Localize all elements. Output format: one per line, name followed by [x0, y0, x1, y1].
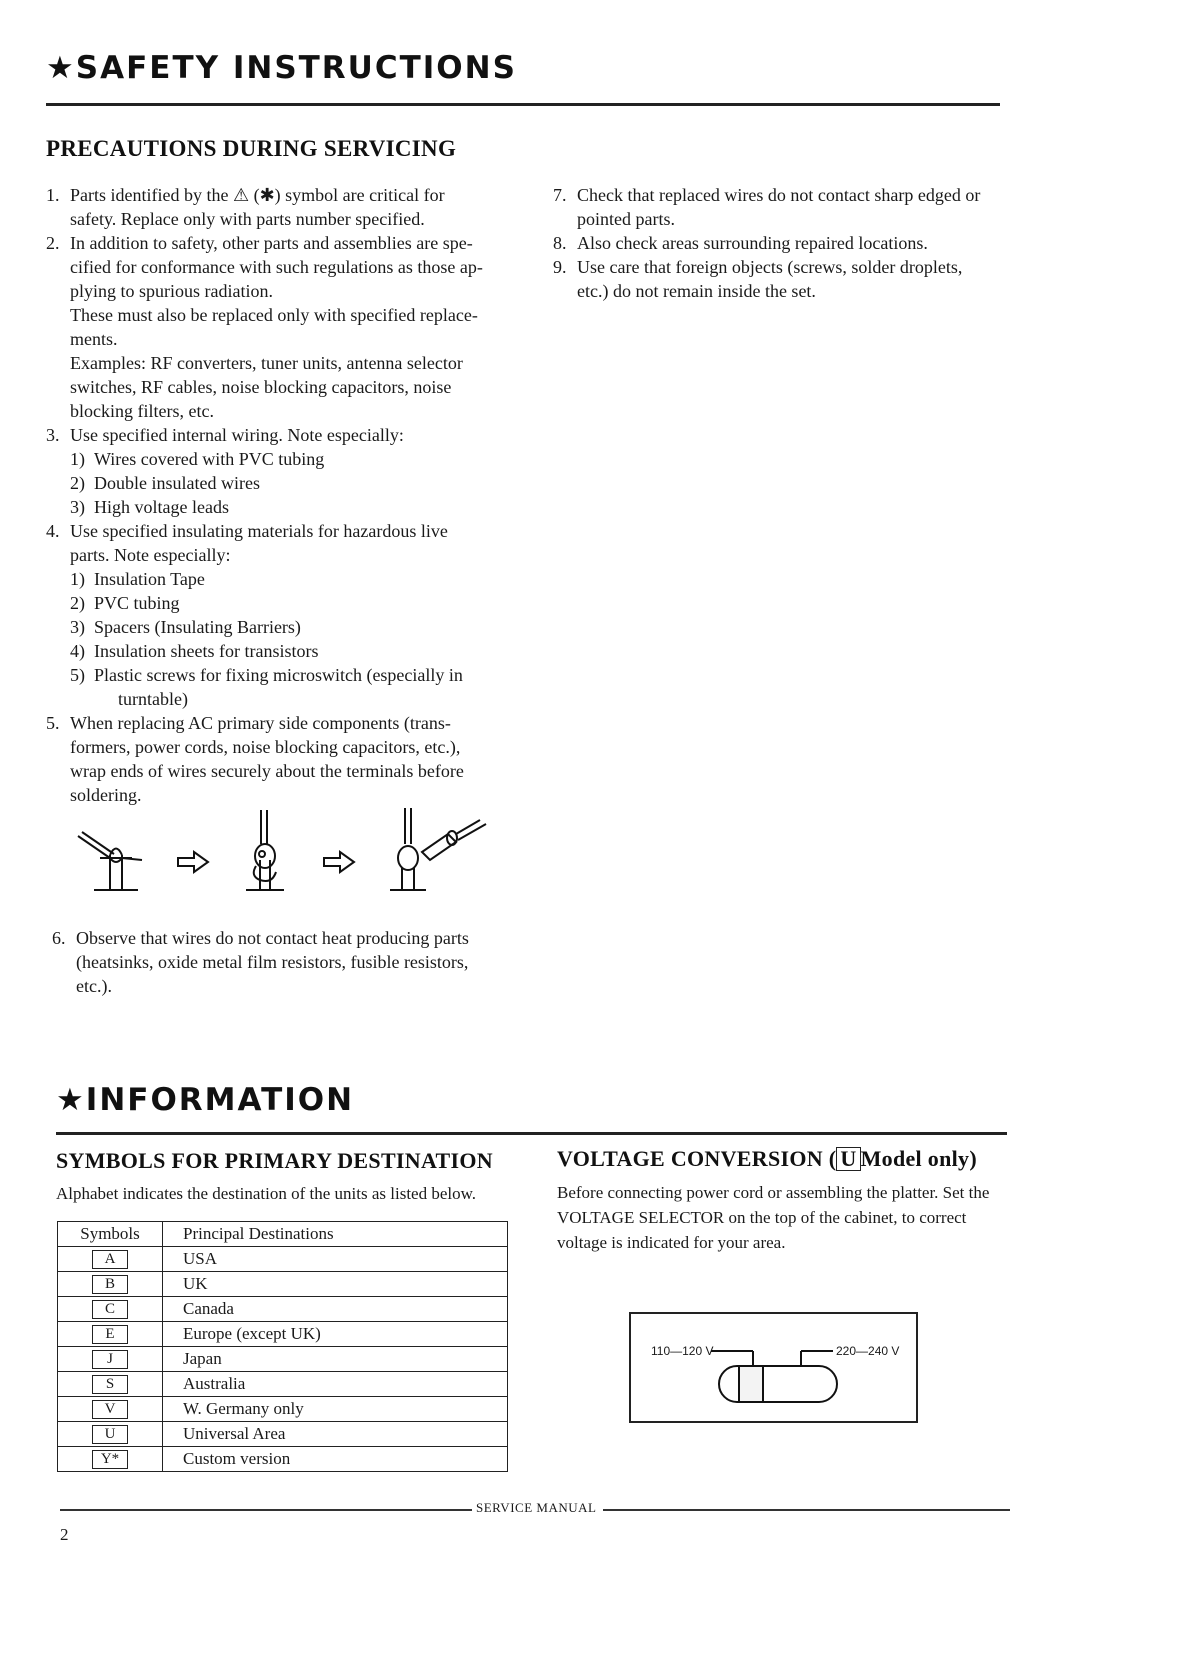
item-line: Also check areas surrounding repaired locations. — [577, 233, 928, 253]
destination-name: Canada — [163, 1297, 508, 1322]
item-line: When replacing AC primary side components (trans- — [70, 713, 451, 733]
sub-line: Wires covered with PVC tubing — [94, 449, 325, 469]
destination-symbol: E — [92, 1325, 128, 1344]
destination-symbol: A — [92, 1250, 128, 1269]
item-line: parts. Note especially: — [70, 545, 231, 565]
safety-banner: ★SAFETY INSTRUCTIONS — [46, 50, 517, 86]
sub-number: 4) — [70, 641, 85, 661]
sub-item — [46, 495, 506, 519]
voltage-switch-icon — [631, 1314, 916, 1421]
precaution-item-7 — [553, 183, 1005, 231]
terminal-step-2 — [246, 810, 284, 890]
item-line: Examples: RF converters, tuner units, antenna selector — [70, 353, 463, 373]
destination-name: Japan — [163, 1347, 508, 1372]
table-header-row — [58, 1222, 508, 1247]
table-row — [58, 1422, 508, 1447]
sub-number: 3) — [70, 497, 85, 517]
sub-item — [46, 591, 506, 615]
precautions-right-column — [553, 183, 1005, 303]
sub-number: 1) — [70, 569, 85, 589]
voltage-label-high: 220—240 V — [836, 1344, 900, 1358]
destination-name: Custom version — [163, 1447, 508, 1472]
item-line: blocking filters, etc. — [70, 401, 214, 421]
voltage-line: voltage is indicated for your area. — [557, 1233, 786, 1252]
item-number: 1. — [46, 185, 60, 205]
item-line: Observe that wires do not contact heat producing parts — [76, 928, 469, 948]
voltage-line: Before connecting power cord or assembling the platter. Set the — [557, 1183, 990, 1202]
destination-table — [57, 1221, 508, 1472]
footer-rule-left — [60, 1509, 472, 1511]
item-line: In addition to safety, other parts and assemblies are spe- — [70, 233, 473, 253]
precaution-item-4 — [46, 519, 506, 567]
item-line: switches, RF cables, noise blocking capacitors, noise — [70, 377, 452, 397]
header-symbols: Symbols — [58, 1222, 163, 1247]
symbols-intro: Alphabet indicates the destination of the units as listed below. — [56, 1184, 477, 1203]
sub-line: Double insulated wires — [94, 473, 260, 493]
information-rule — [56, 1132, 1007, 1135]
item-line: wrap ends of wires securely about the terminals before — [70, 761, 464, 781]
item-line: Parts identified by the ⚠ (✱) symbol are critical for — [70, 185, 445, 205]
table-row — [58, 1447, 508, 1472]
table-row — [58, 1297, 508, 1322]
sub-number: 3) — [70, 617, 85, 637]
item-number: 9. — [553, 257, 567, 277]
table-row — [58, 1322, 508, 1347]
destination-name: Universal Area — [163, 1422, 508, 1447]
precaution-item-1 — [46, 183, 506, 231]
item-line: safety. Replace only with parts number specified. — [70, 209, 425, 229]
sub-item — [46, 447, 506, 471]
terminal-step-1 — [78, 832, 142, 890]
destination-name: UK — [163, 1272, 508, 1297]
precaution-item-2 — [46, 231, 506, 423]
terminal-step-3-soldering — [390, 808, 486, 890]
item-line: plying to spurious radiation. — [70, 281, 273, 301]
item-line: etc.). — [76, 976, 112, 996]
arrow-right-icon — [178, 852, 208, 872]
item-line: These must also be replaced only with specified replace- — [70, 305, 478, 325]
information-banner: ★INFORMATION — [56, 1082, 355, 1118]
wire-wrapping-illustration — [70, 800, 530, 910]
voltage-instructions — [557, 1180, 1009, 1255]
destination-name: Australia — [163, 1372, 508, 1397]
destination-symbol: V — [92, 1400, 128, 1419]
item-line: formers, power cords, noise blocking capacitors, etc.), — [70, 737, 461, 757]
symbols-heading: SYMBOLS FOR PRIMARY DESTINATION — [56, 1148, 493, 1173]
sub-line: turntable) — [118, 689, 188, 709]
item-line: Use specified internal wiring. Note especially: — [70, 425, 404, 445]
destination-name: USA — [163, 1247, 508, 1272]
item-line: Check that replaced wires do not contact sharp edged or — [577, 185, 981, 205]
precautions-left-column — [46, 183, 506, 807]
sub-line: Spacers (Insulating Barriers) — [94, 617, 301, 637]
voltage-heading-text-end: Model only) — [860, 1146, 977, 1171]
arrow-right-icon — [324, 852, 354, 872]
item-number: 4. — [46, 521, 60, 541]
footer-rule-right — [603, 1509, 1010, 1511]
sub-item — [46, 615, 506, 639]
item-line: soldering. — [70, 785, 142, 805]
sub-line: Plastic screws for fixing microswitch (especially in — [94, 665, 463, 685]
sub-line: PVC tubing — [94, 593, 180, 613]
table-row — [58, 1272, 508, 1297]
destination-name: W. Germany only — [163, 1397, 508, 1422]
item-number: 3. — [46, 425, 60, 445]
sub-number: 2) — [70, 473, 85, 493]
precaution-item-3 — [46, 423, 506, 447]
header-destinations: Principal Destinations — [163, 1222, 508, 1247]
precaution-item-9 — [553, 255, 1005, 303]
destination-symbol: S — [92, 1375, 128, 1394]
table-row — [58, 1397, 508, 1422]
model-symbol-box: U — [836, 1147, 860, 1171]
voltage-label-low: 110—120 V — [651, 1344, 714, 1358]
item-line: (heatsinks, oxide metal film resistors, fusible resistors, — [76, 952, 469, 972]
page-number: 2 — [60, 1525, 69, 1544]
item-line: Use care that foreign objects (screws, solder droplets, — [577, 257, 963, 277]
sub-line: High voltage leads — [94, 497, 229, 517]
table-row — [58, 1247, 508, 1272]
footer-label: SERVICE MANUAL — [476, 1500, 597, 1515]
sub-number: 2) — [70, 593, 85, 613]
item-line: pointed parts. — [577, 209, 675, 229]
precautions-heading: PRECAUTIONS DURING SERVICING — [46, 136, 457, 161]
item-number: 5. — [46, 713, 60, 733]
voltage-heading — [557, 1146, 977, 1172]
item-number: 2. — [46, 233, 60, 253]
destination-symbol: C — [92, 1300, 128, 1319]
precaution-item-8 — [553, 231, 1005, 255]
item-number: 6. — [52, 928, 66, 948]
precaution-item-5 — [46, 711, 506, 807]
item-number: 7. — [553, 185, 567, 205]
table-row — [58, 1347, 508, 1372]
sub-line: Insulation Tape — [94, 569, 205, 589]
sub-item — [46, 567, 506, 591]
sub-item — [46, 471, 506, 495]
sub-item — [46, 663, 506, 711]
destination-symbol: U — [92, 1425, 128, 1444]
sub-item — [46, 639, 506, 663]
precaution-item-6 — [52, 926, 506, 998]
precaution-item-6-block — [52, 926, 506, 998]
item-line: etc.) do not remain inside the set. — [577, 281, 816, 301]
item-number: 8. — [553, 233, 567, 253]
item-line: Use specified insulating materials for hazardous live — [70, 521, 448, 541]
voltage-heading-text: VOLTAGE CONVERSION ( — [557, 1146, 837, 1171]
item-line: ments. — [70, 329, 118, 349]
destination-symbol: J — [92, 1350, 128, 1369]
sub-line: Insulation sheets for transistors — [94, 641, 319, 661]
item-line: cified for conformance with such regulations as those ap- — [70, 257, 483, 277]
sub-number: 5) — [70, 665, 85, 685]
sub-number: 1) — [70, 449, 85, 469]
voltage-selector-diagram — [629, 1312, 918, 1423]
table-row — [58, 1372, 508, 1397]
voltage-line: VOLTAGE SELECTOR on the top of the cabinet, to correct — [557, 1208, 967, 1227]
destination-symbol: B — [92, 1275, 128, 1294]
destination-symbol: Y* — [92, 1450, 128, 1469]
safety-rule — [46, 103, 1000, 106]
destination-name: Europe (except UK) — [163, 1322, 508, 1347]
